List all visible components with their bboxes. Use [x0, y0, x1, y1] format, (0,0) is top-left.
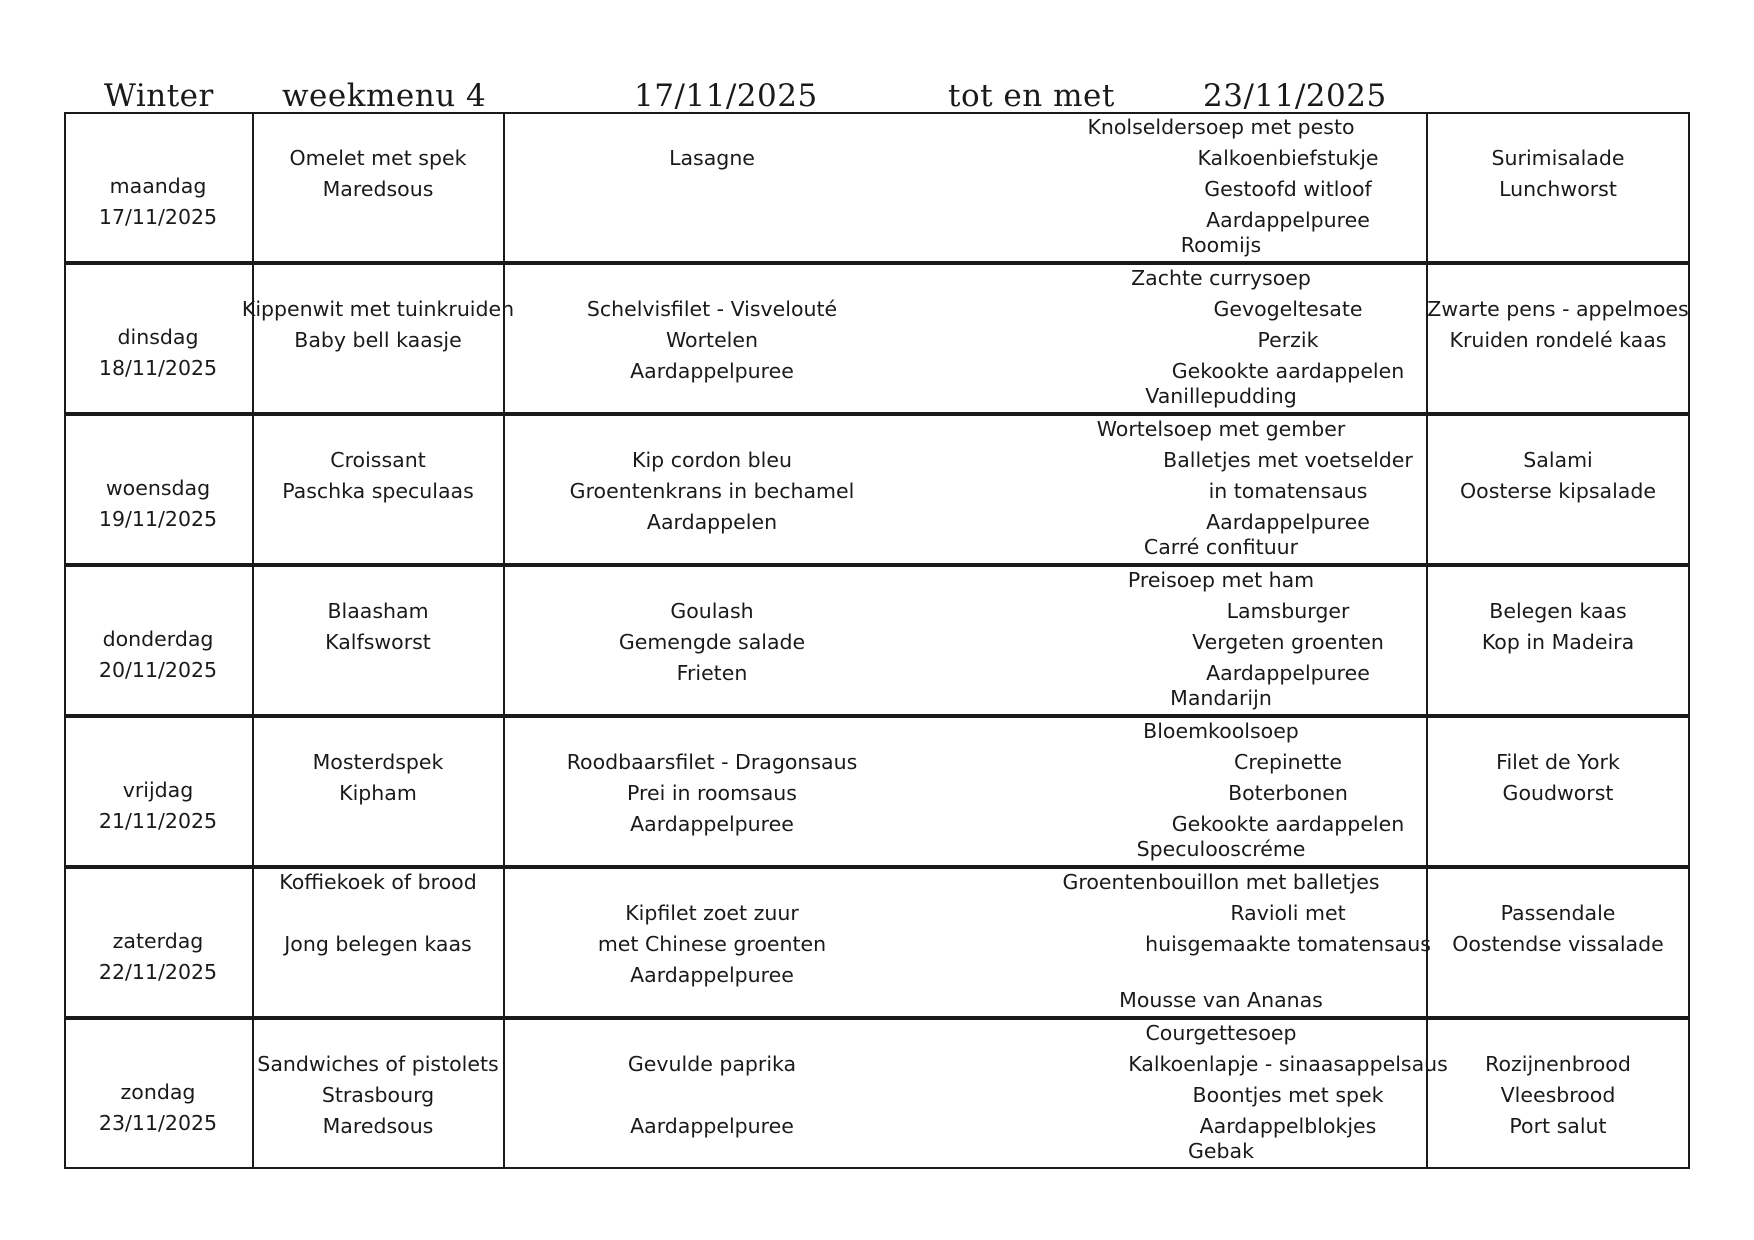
- breakfast-line: Kippenwit met tuinkruiden: [241, 297, 515, 321]
- alternative-dish-cell: [1172, 294, 1404, 387]
- breakfast-line: Koffiekoek of brood: [279, 870, 477, 894]
- soup-label: Courgettesoep: [1145, 1021, 1297, 1045]
- supper-cell: [1452, 898, 1663, 960]
- supper-line: Lunchworst: [1499, 177, 1617, 201]
- alt-line: huisgemaakte tomatensaus: [1145, 932, 1431, 956]
- supper-cell: [1485, 1049, 1631, 1142]
- day-name: zondag: [120, 1080, 196, 1104]
- alternative-dish-cell: [1163, 445, 1413, 538]
- breakfast-line: Kalfsworst: [325, 630, 431, 654]
- column-divider: [252, 1020, 254, 1167]
- main-line: Roodbaarsfilet - Dragonsaus: [566, 750, 858, 774]
- dessert-label: Gebak: [1188, 1139, 1254, 1163]
- season-title: Winter: [104, 78, 214, 114]
- dessert-label: Carré confituur: [1143, 535, 1299, 559]
- supper-line: Filet de York: [1496, 750, 1620, 774]
- alt-line: Perzik: [1257, 328, 1319, 352]
- main-line: met Chinese groenten: [597, 932, 827, 956]
- supper-cell: [1460, 445, 1656, 507]
- soup-label: Groentenbouillon met balletjes: [1062, 870, 1380, 894]
- supper-line: Salami: [1523, 448, 1593, 472]
- column-divider: [252, 869, 254, 1016]
- day-name: dinsdag: [117, 325, 199, 349]
- soup-label: Wortelsoep met gember: [1096, 417, 1346, 441]
- main-line: Prei in roomsaus: [627, 781, 797, 805]
- column-divider: [1426, 114, 1428, 261]
- day-row-zondag: [64, 1018, 1690, 1169]
- dessert-label: Vanillepudding: [1145, 384, 1297, 408]
- day-date: 17/11/2025: [98, 205, 218, 229]
- supper-line: Kruiden rondelé kaas: [1449, 328, 1667, 352]
- main-line: Gevulde paprika: [627, 1052, 797, 1076]
- alt-line: Gekookte aardappelen: [1171, 359, 1405, 383]
- main-line: Wortelen: [665, 328, 758, 352]
- breakfast-cell: [279, 867, 476, 960]
- main-line: Aardappelpuree: [630, 359, 794, 383]
- main-line: Aardappelpuree: [630, 812, 794, 836]
- day-date: 18/11/2025: [98, 356, 218, 380]
- alternative-dish-cell: [1197, 143, 1378, 236]
- breakfast-cell: [290, 143, 467, 205]
- day-cell: [99, 1077, 217, 1139]
- day-date: 21/11/2025: [98, 809, 218, 833]
- supper-cell: [1492, 143, 1625, 205]
- supper-cell: [1427, 294, 1688, 356]
- alt-line: Balletjes met voetselder: [1163, 448, 1413, 472]
- day-row-woensdag: [64, 414, 1690, 565]
- alt-line: Vergeten groenten: [1192, 630, 1384, 654]
- main-line: Lasagne: [669, 146, 755, 170]
- column-divider: [252, 416, 254, 563]
- day-name: woensdag: [105, 476, 211, 500]
- main-line: Kip cordon bleu: [632, 448, 792, 472]
- breakfast-line: Mosterdspek: [312, 750, 444, 774]
- day-name: vrijdag: [122, 778, 194, 802]
- column-divider: [252, 567, 254, 714]
- day-row-donderdag: [64, 565, 1690, 716]
- main-line: Gemengde salade: [618, 630, 806, 654]
- day-row-maandag: [64, 112, 1690, 263]
- supper-line: Passendale: [1500, 901, 1616, 925]
- column-divider: [503, 567, 505, 714]
- main-dish-cell: [619, 596, 805, 689]
- dessert-label: Mandarijn: [1170, 686, 1272, 710]
- main-line: Aardappelpuree: [630, 1114, 794, 1138]
- main-line: Groentenkrans in bechamel: [569, 479, 855, 503]
- main-dish-cell: [570, 445, 855, 538]
- breakfast-cell: [313, 747, 444, 809]
- alternative-dish-cell: [1145, 898, 1431, 960]
- alt-line: Lamsburger: [1226, 599, 1350, 623]
- soup-label: Zachte currysoep: [1131, 266, 1311, 290]
- alternative-dish-cell: [1128, 1049, 1448, 1142]
- alt-line: Aardappelblokjes: [1199, 1114, 1377, 1138]
- breakfast-cell: [325, 596, 431, 658]
- main-dish-cell: [628, 1049, 796, 1142]
- breakfast-line: Croissant: [330, 448, 426, 472]
- supper-line: Surimisalade: [1491, 146, 1625, 170]
- week-menu-title: weekmenu 4: [282, 78, 487, 114]
- supper-line: Oostendse vissalade: [1452, 932, 1664, 956]
- day-cell: [99, 926, 217, 988]
- main-line: Aardappelen: [646, 510, 778, 534]
- day-name: zaterdag: [112, 929, 204, 953]
- main-line: Kipfilet zoet zuur: [625, 901, 799, 925]
- breakfast-line: Maredsous: [322, 177, 434, 201]
- breakfast-line: Maredsous: [322, 1114, 434, 1138]
- breakfast-cell: [242, 294, 514, 356]
- day-name: donderdag: [102, 627, 214, 651]
- supper-line: Zwarte pens - appelmoes: [1427, 297, 1689, 321]
- breakfast-line: Baby bell kaasje: [294, 328, 462, 352]
- soup-label: Preisoep met ham: [1127, 568, 1315, 592]
- alt-line: Kalkoenbiefstukje: [1197, 146, 1379, 170]
- supper-line: Vleesbrood: [1500, 1083, 1616, 1107]
- main-dish-cell: [669, 143, 755, 174]
- dessert-label: Speculooscréme: [1136, 837, 1306, 861]
- main-line: Aardappelpuree: [630, 963, 794, 987]
- day-row-vrijdag: [64, 716, 1690, 867]
- day-date: 20/11/2025: [98, 658, 218, 682]
- breakfast-line: [279, 898, 476, 929]
- alt-line: Crepinette: [1234, 750, 1342, 774]
- column-divider: [1426, 718, 1428, 865]
- main-dish-cell: [598, 898, 826, 991]
- supper-line: Belegen kaas: [1489, 599, 1627, 623]
- alt-line: Gekookte aardappelen: [1171, 812, 1405, 836]
- breakfast-line: Sandwiches of pistolets: [257, 1052, 499, 1076]
- range-label: tot en met: [948, 78, 1115, 114]
- column-divider: [503, 869, 505, 1016]
- alternative-dish-cell: [1192, 596, 1384, 689]
- day-cell: [99, 171, 217, 233]
- supper-line: Port salut: [1509, 1114, 1607, 1138]
- day-cell: [99, 624, 217, 686]
- column-divider: [252, 114, 254, 261]
- breakfast-cell: [257, 1049, 498, 1142]
- soup-label: Bloemkoolsoep: [1143, 719, 1299, 743]
- supper-line: Kop in Madeira: [1481, 630, 1635, 654]
- alt-line: Gestoofd witloof: [1204, 177, 1372, 201]
- supper-cell: [1496, 747, 1620, 809]
- supper-line: Goudworst: [1502, 781, 1614, 805]
- column-divider: [503, 114, 505, 261]
- day-row-dinsdag: [64, 263, 1690, 414]
- alternative-dish-cell: [1172, 747, 1404, 840]
- breakfast-line: Omelet met spek: [289, 146, 467, 170]
- breakfast-cell: [282, 445, 474, 507]
- column-divider: [252, 718, 254, 865]
- main-dish-cell: [567, 747, 858, 840]
- supper-line: Rozijnenbrood: [1485, 1052, 1631, 1076]
- main-line: Goulash: [670, 599, 754, 623]
- alt-line: Kalkoenlapje - sinaasappelsaus: [1128, 1052, 1448, 1076]
- day-row-zaterdag: [64, 867, 1690, 1018]
- column-divider: [503, 416, 505, 563]
- alt-line: in tomatensaus: [1208, 479, 1368, 503]
- alt-line: Aardappelpuree: [1206, 661, 1370, 685]
- alt-line: Aardappelpuree: [1206, 208, 1370, 232]
- soup-label: Knolseldersoep met pesto: [1087, 115, 1355, 139]
- day-date: 19/11/2025: [98, 507, 218, 531]
- day-date: 22/11/2025: [98, 960, 218, 984]
- day-cell: [99, 473, 217, 535]
- day-cell: [99, 322, 217, 384]
- main-dish-cell: [587, 294, 837, 387]
- alt-line: Aardappelpuree: [1206, 510, 1370, 534]
- dessert-label: Roomijs: [1180, 233, 1262, 257]
- breakfast-line: Blaasham: [327, 599, 429, 623]
- breakfast-line: Strasbourg: [321, 1083, 435, 1107]
- supper-line: Oosterse kipsalade: [1460, 479, 1656, 503]
- day-name: maandag: [109, 174, 207, 198]
- dessert-label: Mousse van Ananas: [1119, 988, 1323, 1012]
- main-line: Frieten: [676, 661, 748, 685]
- alt-line: Boontjes met spek: [1192, 1083, 1384, 1107]
- alt-line: Ravioli met: [1230, 901, 1346, 925]
- breakfast-line: Kipham: [339, 781, 417, 805]
- main-line: [628, 1080, 796, 1111]
- main-line: Schelvisfilet - Visvelouté: [586, 297, 838, 321]
- day-cell: [99, 775, 217, 837]
- alt-line: Gevogeltesate: [1213, 297, 1363, 321]
- column-divider: [1426, 416, 1428, 563]
- supper-cell: [1482, 596, 1634, 658]
- end-date: 23/11/2025: [1203, 78, 1387, 114]
- day-date: 23/11/2025: [98, 1111, 218, 1135]
- column-divider: [1426, 567, 1428, 714]
- start-date: 17/11/2025: [634, 78, 818, 114]
- breakfast-line: Paschka speculaas: [282, 479, 474, 503]
- column-divider: [503, 718, 505, 865]
- alt-line: Boterbonen: [1228, 781, 1348, 805]
- breakfast-line: Jong belegen kaas: [284, 932, 472, 956]
- column-divider: [503, 1020, 505, 1167]
